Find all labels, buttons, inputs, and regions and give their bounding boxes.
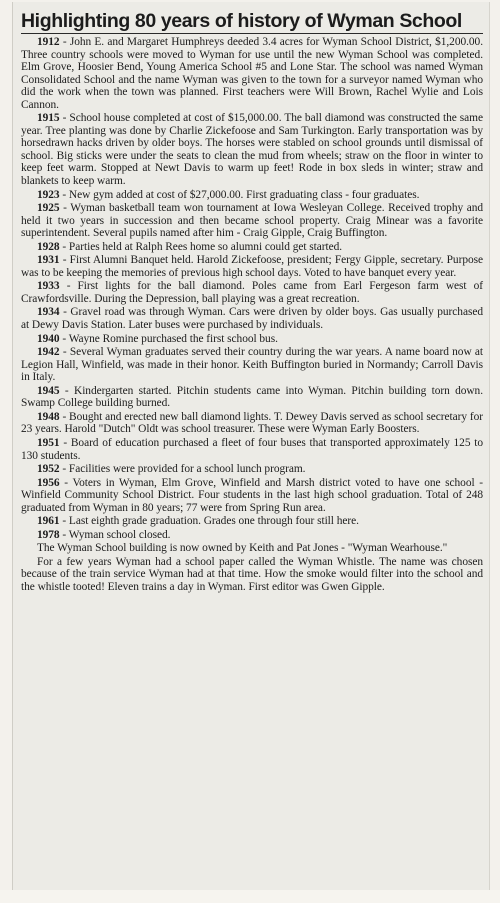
entry-text: - Facilities were provided for a school lunch program. (59, 463, 306, 476)
entry-text: - Gravel road was through Wyman. Cars were driven by older boys. Gas usually purchased at Dewy Davis Station. Later buses were purchased by individuals. (21, 306, 483, 332)
entry-year: 1933 (37, 280, 60, 293)
entry-text: - New gym added at cost of $27,000.00. First graduating class - four graduates. (59, 188, 420, 201)
entry-text: - Several Wyman graduates served their country during the war years. A name board now at Legion Hall, Winfield, was made in their honor. Keith Buffington buried in Normandy; Carroll Davis in Italy. (21, 346, 483, 384)
entry-text: - Wyman basketball team won tournament at Iowa Wesleyan College. Received trophy and held it two years in succession and then became school property. Craig Minear was a favorite superintendent. Several pupils named after him - Craig Gipple, Craig Buffington. (21, 202, 483, 240)
entry-1923 (21, 189, 483, 202)
entry-1948 (21, 411, 483, 436)
entry-year: 1978 (37, 528, 60, 541)
entry-year: 1940 (37, 332, 60, 345)
entry-1931 (21, 254, 483, 279)
entry-1928 (21, 241, 483, 254)
entry-1978 (21, 529, 483, 542)
entry-year: 1942 (37, 346, 60, 359)
entry-text: - First Alumni Banquet held. Harold Zickefoose, president; Fergy Gipple, secretary. Purpose was to be keeping the memories of previous high school days. Voted to have banquet every year. (21, 254, 483, 279)
entry-year: 1915 (37, 112, 60, 125)
entry-text: The Wyman School building is now owned by Keith and Pat Jones - "Wyman Wearhouse." (37, 542, 448, 555)
entry-text: - Kindergarten started. Pitchin students came into Wyman. Pitchin building torn down. Swamp College building burned. (21, 384, 483, 410)
entry-text: - John E. and Margaret Humphreys deeded 3.4 acres for Wyman School District, $1,200.00. Three country schools were moved to Wyman for use until the new Wyman School was completed. Elm Grove, Hoosier Bend, Young America School #5 and Lone Star. The school was named Wyman Consolidated School and the name Wyman was given to the town for a surveyor named Wyman who did the work when the town was planned. First teachers were Will Brown, Rachel Wylie and Lois Cannon. (21, 36, 483, 111)
entry-text: - Wayne Romine purchased the first school bus. (59, 332, 278, 345)
entry-1961 (21, 515, 483, 528)
entry-1945 (21, 385, 483, 410)
entry-text: - Bought and erected new ball diamond lights. T. Dewey Davis served as school secretary for 23 years. Harold "Dutch" Oldt was school treasurer. These were Wyman Early Boosters. (21, 410, 483, 436)
headline: Highlighting 80 years of history of Wyman School (21, 10, 462, 32)
entry-1952 (21, 463, 483, 476)
entry-building-owner (21, 542, 483, 555)
entry-year: 1925 (37, 202, 60, 215)
entry-year: 1923 (37, 188, 60, 201)
entry-text: - First lights for the ball diamond. Poles came from Earl Fergeson farm west of Crawfordsville. During the Depression, ball playing was a great recreation. (21, 280, 483, 305)
page-bottom-margin (0, 890, 500, 903)
entry-1933 (21, 280, 483, 305)
entry-text: - Voters in Wyman, Elm Grove, Winfield and Marsh district voted to have one school - Winfield Community School District. Four students in the last high school graduation. Total of 248 graduated from Wyman in 80 years; 77 were from Spring Run area. (21, 476, 483, 514)
entry-1934 (21, 306, 483, 331)
entry-1912 (21, 36, 483, 111)
entry-year: 1912 (37, 36, 60, 48)
newspaper-clipping (12, 2, 490, 890)
entry-text: - School house completed at cost of $15,000.00. The ball diamond was constructed the same year. Tree planting was done by Charlie Zickefoose and Sam Turkington. Early transportation was by horsedrawn hacks driven by older boys. The horses were stabled on school grounds until dismissal of school. Big sticks were under the seats to clean the mud from wheels; straw on the floor in winter to keep feet warm. Stopped at Newt Davis to warm up feet! Rode in box sleds in winter; straw and blankets to keep warm. (21, 112, 483, 188)
headline-rule (21, 33, 483, 34)
entry-text: - Wyman school closed. (59, 528, 171, 541)
entry-1915 (21, 112, 483, 187)
entry-text: For a few years Wyman had a school paper called the Wyman Whistle. The name was chosen because of the train service Wyman had at that time. How the smoke would filter into the school and the whistle tooted! Eleven trains a day in Wyman. First editor was Gwen Gipple. (21, 555, 483, 593)
entry-year: 1961 (37, 515, 60, 528)
entry-1951 (21, 437, 483, 462)
entry-1925 (21, 202, 483, 240)
entry-text: - Parties held at Ralph Rees home so alumni could get started. (59, 240, 343, 253)
entry-year: 1945 (37, 384, 60, 397)
entry-1940 (21, 333, 483, 346)
entry-1956 (21, 477, 483, 515)
entry-1942 (21, 346, 483, 384)
entry-year: 1951 (37, 436, 60, 449)
entry-year: 1928 (37, 240, 60, 253)
entry-year: 1948 (37, 410, 60, 423)
entry-year: 1952 (37, 463, 60, 476)
entry-text: - Board of education purchased a fleet of four buses that transported approximately 125 to 130 students. (21, 436, 483, 462)
entry-wyman-whistle (21, 556, 483, 594)
entry-text: - Last eighth grade graduation. Grades one through four still here. (59, 515, 359, 528)
entry-year: 1931 (37, 254, 60, 267)
entry-year: 1956 (37, 476, 60, 489)
entry-year: 1934 (37, 306, 60, 319)
